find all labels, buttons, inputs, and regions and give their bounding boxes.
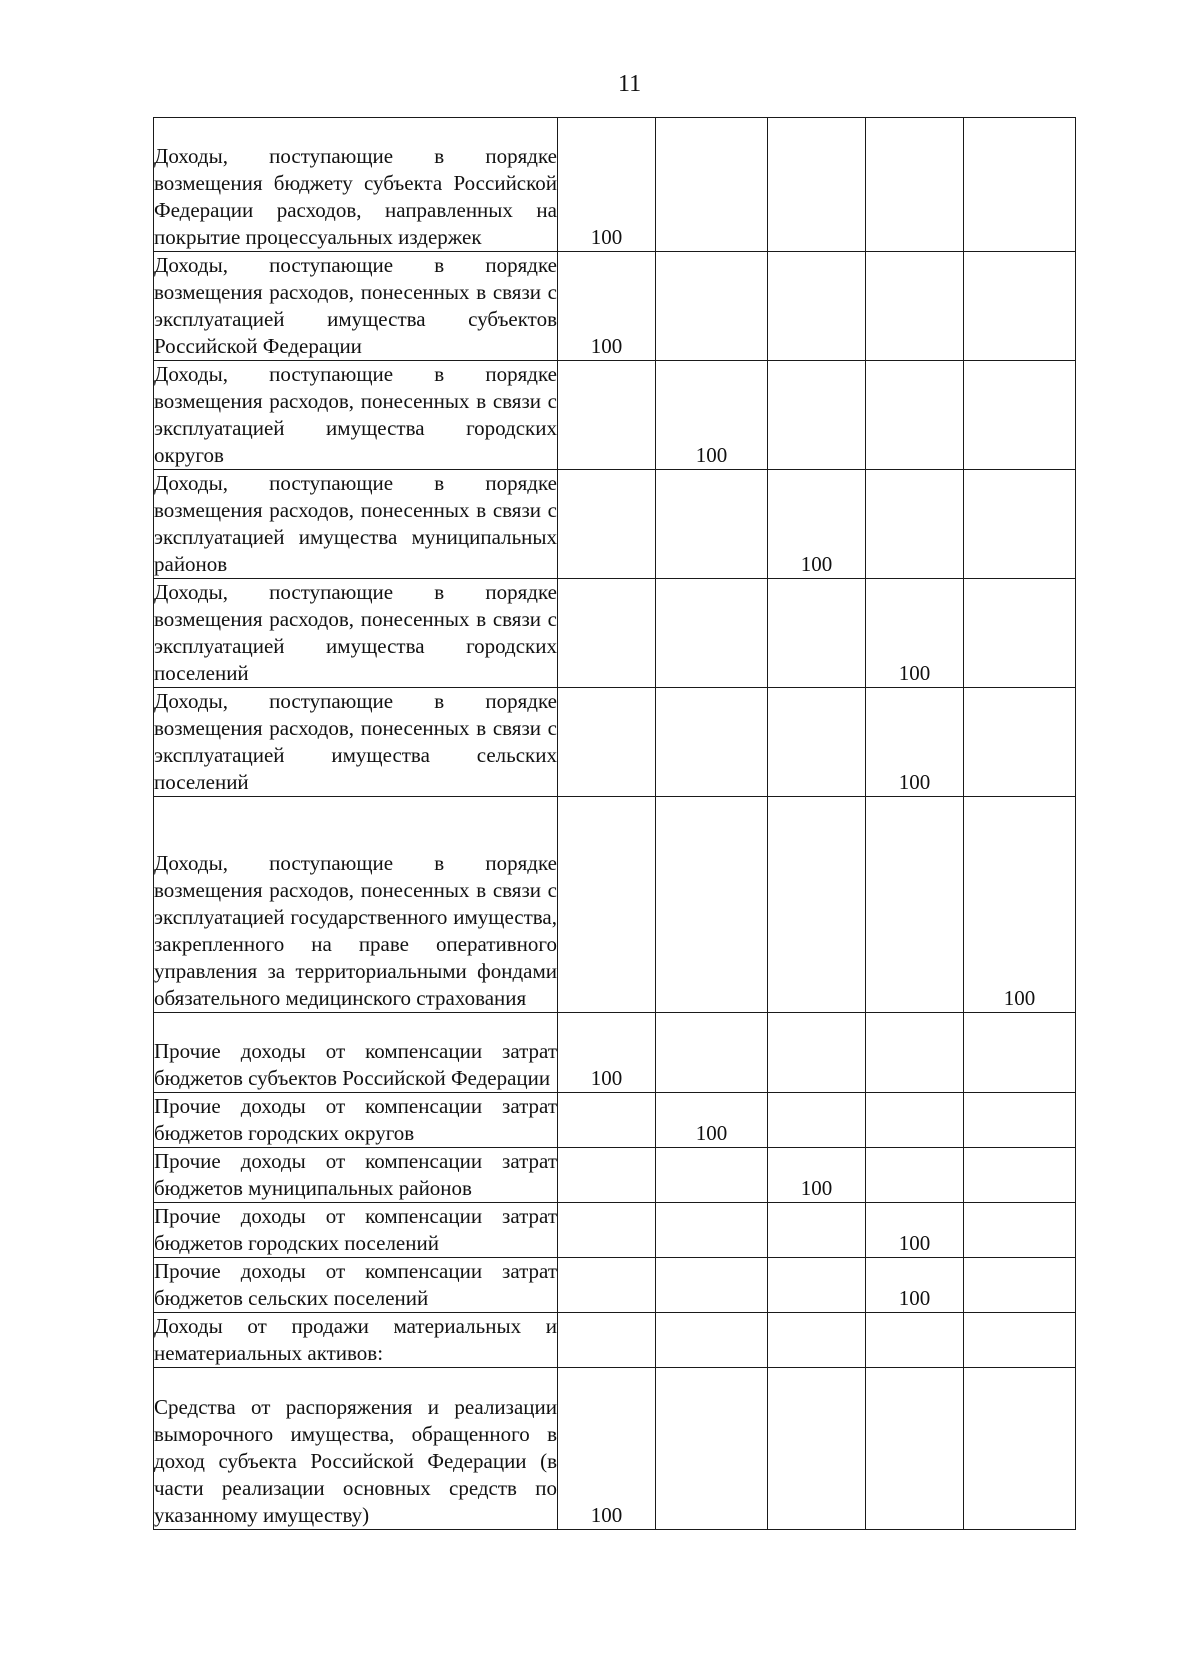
value-cell: 100: [558, 118, 656, 252]
revenue-description: Доходы, поступающие в порядке возмещения расходов, понесенных в связи с эксплуатацией государственного имущества, закрепленного на праве оперативного управления за территориальными фондами обязательного медицинского страхования: [154, 797, 558, 1013]
value-cell: [656, 1013, 768, 1093]
table-row: [154, 118, 1076, 252]
value-cell: [558, 361, 656, 470]
revenue-description: Доходы, поступающие в порядке возмещения расходов, понесенных в связи с эксплуатацией имущества сельских поселений: [154, 688, 558, 797]
value-cell: [964, 579, 1076, 688]
value-cell: 100: [558, 1013, 656, 1093]
revenue-description: Прочие доходы от компенсации затрат бюджетов городских округов: [154, 1093, 558, 1148]
value-cell: 100: [558, 252, 656, 361]
value-cell: [558, 797, 656, 1013]
value-cell: [964, 1013, 1076, 1093]
value-cell: [656, 1258, 768, 1313]
value-cell: [768, 118, 866, 252]
value-cell: 100: [768, 470, 866, 579]
value-cell: [866, 1313, 964, 1368]
value-cell: [768, 361, 866, 470]
table-row: [154, 579, 1076, 688]
value-cell: 100: [656, 361, 768, 470]
table-row: [154, 361, 1076, 470]
value-cell: [656, 118, 768, 252]
value-cell: [768, 797, 866, 1013]
value-cell: [558, 1258, 656, 1313]
value-cell: [768, 252, 866, 361]
value-cell: [656, 1203, 768, 1258]
value-cell: 100: [866, 579, 964, 688]
revenue-description: Прочие доходы от компенсации затрат бюджетов муниципальных районов: [154, 1148, 558, 1203]
value-cell: [866, 252, 964, 361]
value-cell: [558, 1093, 656, 1148]
value-cell: [866, 797, 964, 1013]
revenue-distribution-table: [153, 117, 1076, 1530]
table-row: [154, 1258, 1076, 1313]
value-cell: [964, 1203, 1076, 1258]
value-cell: [866, 361, 964, 470]
value-cell: [558, 688, 656, 797]
value-cell: [964, 252, 1076, 361]
value-cell: [866, 1368, 964, 1530]
revenue-description: Доходы, поступающие в порядке возмещения расходов, понесенных в связи с эксплуатацией имущества городских округов: [154, 361, 558, 470]
table-row: [154, 1093, 1076, 1148]
value-cell: [768, 1258, 866, 1313]
value-cell: [964, 1313, 1076, 1368]
value-cell: 100: [656, 1093, 768, 1148]
value-cell: [768, 1203, 866, 1258]
value-cell: [768, 688, 866, 797]
value-cell: [866, 118, 964, 252]
value-cell: 100: [866, 688, 964, 797]
value-cell: [964, 361, 1076, 470]
revenue-description: Прочие доходы от компенсации затрат бюджетов городских поселений: [154, 1203, 558, 1258]
value-cell: [964, 1258, 1076, 1313]
value-cell: [866, 470, 964, 579]
table-row: [154, 1203, 1076, 1258]
value-cell: [964, 470, 1076, 579]
table-row: [154, 688, 1076, 797]
revenue-description: Доходы, поступающие в порядке возмещения расходов, понесенных в связи с эксплуатацией имущества городских поселений: [154, 579, 558, 688]
value-cell: [558, 470, 656, 579]
value-cell: [656, 1313, 768, 1368]
revenue-description: Доходы, поступающие в порядке возмещения расходов, понесенных в связи с эксплуатацией имущества муниципальных районов: [154, 470, 558, 579]
table-row: [154, 1013, 1076, 1093]
table-body: [154, 118, 1076, 1530]
value-cell: [768, 1313, 866, 1368]
value-cell: [866, 1013, 964, 1093]
value-cell: 100: [964, 797, 1076, 1013]
revenue-description: Доходы, поступающие в порядке возмещения расходов, понесенных в связи с эксплуатацией имущества субъектов Российской Федерации: [154, 252, 558, 361]
revenue-description: Прочие доходы от компенсации затрат бюджетов субъектов Российской Федерации: [154, 1013, 558, 1093]
value-cell: [964, 688, 1076, 797]
value-cell: [768, 1013, 866, 1093]
table-row: [154, 470, 1076, 579]
value-cell: 100: [866, 1203, 964, 1258]
value-cell: [768, 1368, 866, 1530]
revenue-description: Доходы, поступающие в порядке возмещения бюджету субъекта Российской Федерации расходов, направленных на покрытие процессуальных издержек: [154, 118, 558, 252]
revenue-description: Доходы от продажи материальных и нематериальных активов:: [154, 1313, 558, 1368]
value-cell: [768, 1093, 866, 1148]
value-cell: [558, 579, 656, 688]
value-cell: [964, 118, 1076, 252]
revenue-description: Средства от распоряжения и реализации выморочного имущества, обращенного в доход субъекта Российской Федерации (в части реализации основных средств по указанному имуществу): [154, 1368, 558, 1530]
table-row: [154, 1313, 1076, 1368]
value-cell: [656, 579, 768, 688]
value-cell: [768, 579, 866, 688]
value-cell: 100: [558, 1368, 656, 1530]
value-cell: [964, 1368, 1076, 1530]
value-cell: [558, 1313, 656, 1368]
value-cell: [866, 1148, 964, 1203]
value-cell: [656, 1368, 768, 1530]
value-cell: 100: [866, 1258, 964, 1313]
value-cell: [866, 1093, 964, 1148]
table-row: [154, 1148, 1076, 1203]
value-cell: [964, 1148, 1076, 1203]
value-cell: [964, 1093, 1076, 1148]
table-row: [154, 1368, 1076, 1530]
value-cell: [558, 1148, 656, 1203]
value-cell: [656, 797, 768, 1013]
revenue-description: Прочие доходы от компенсации затрат бюджетов сельских поселений: [154, 1258, 558, 1313]
value-cell: 100: [768, 1148, 866, 1203]
table-row: [154, 252, 1076, 361]
value-cell: [656, 1148, 768, 1203]
value-cell: [656, 470, 768, 579]
value-cell: [656, 252, 768, 361]
value-cell: [656, 688, 768, 797]
table-row: [154, 797, 1076, 1013]
page-number: 11: [618, 71, 642, 97]
value-cell: [558, 1203, 656, 1258]
